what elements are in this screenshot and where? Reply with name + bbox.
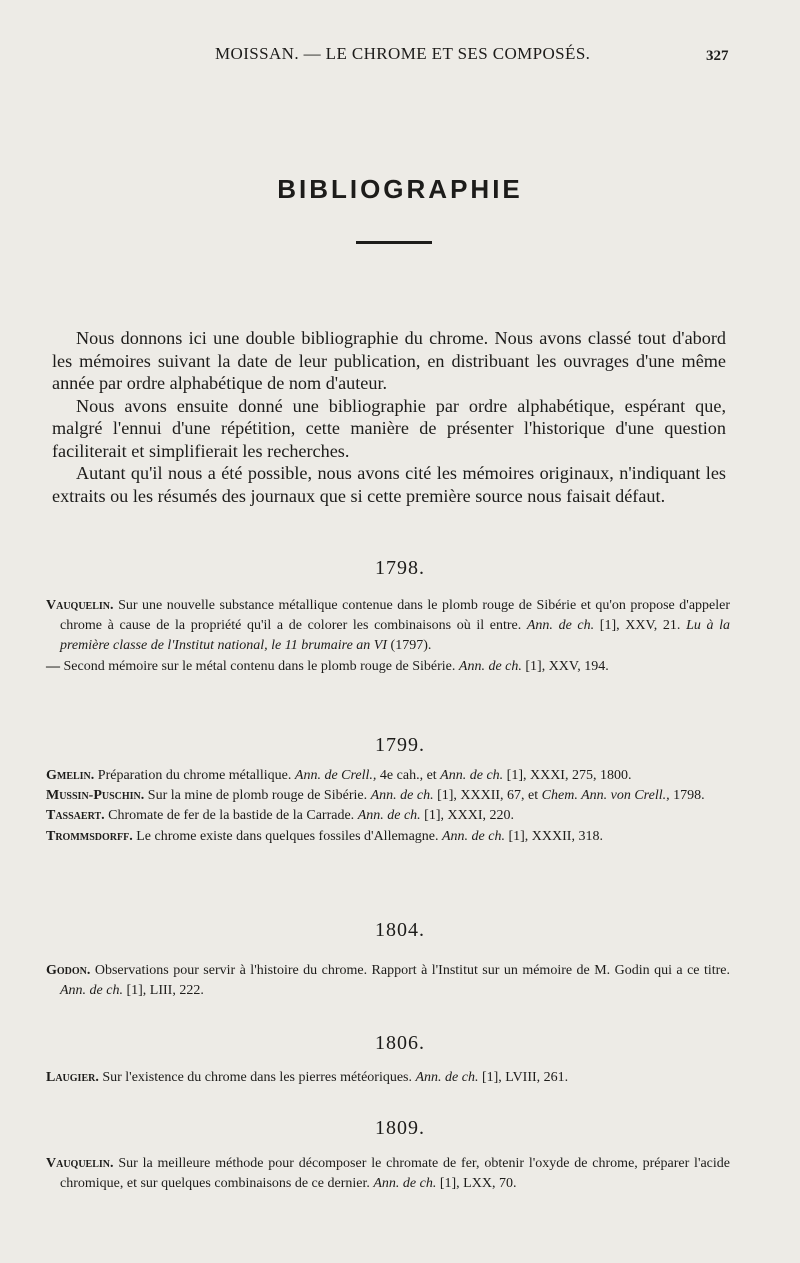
bibliography-entry bbox=[46, 657, 730, 677]
entry-journal: Ann. de ch. bbox=[357, 808, 421, 824]
page-number: 327 bbox=[706, 48, 729, 64]
entry-details: 1798. bbox=[673, 788, 705, 804]
entry-details: [1], XXXII, 67, et bbox=[437, 788, 539, 804]
entry-details: [1], XXV, 21. bbox=[599, 618, 681, 634]
intro-paragraph: Nous donnons ici une double bibliographie du chrome. Nous avons classé tout d'abord les mémoires suivant la date de leur publication, en distribuant les ouvrages d'une même année par ordre alphabétique de nom d'auteur. bbox=[52, 328, 726, 393]
bibliography-entry bbox=[46, 766, 730, 786]
entry-author: Mussin-Puschin. bbox=[46, 788, 145, 804]
entry-author: Godon. bbox=[46, 963, 91, 978]
entry-author: Vauquelin. bbox=[46, 1156, 114, 1171]
bibliography-entry bbox=[46, 827, 730, 847]
entry-text: Sur la meilleure méthode pour décomposer le chromate de fer, obtenir l'oxyde de chrome, préparer l'acide chromique, et sur quelques combinaisons de ce dernier. bbox=[60, 1156, 730, 1192]
intro-paragraph: Nous avons ensuite donné une bibliographie par ordre alphabétique, espérant que, malgré l'ennui d'une répétition, cette manière de présenter l'historique d'une question faciliterait et simplifierait les recherches. bbox=[52, 395, 726, 461]
entry-journal: Ann. de ch. bbox=[60, 983, 123, 999]
entry-text: Le chrome existe dans quelques fossiles d'Allemagne. bbox=[136, 828, 439, 844]
entry-text: Sur la mine de plomb rouge de Sibérie. bbox=[147, 788, 368, 804]
entry-journal: Ann. de ch. bbox=[373, 1176, 437, 1192]
bibliography-entry bbox=[46, 961, 730, 1001]
entry-details: [1], XXXI, 220. bbox=[424, 808, 514, 824]
entry-details: [1], LIII, 222. bbox=[126, 983, 204, 999]
section-title: BIBLIOGRAPHIE bbox=[277, 174, 523, 204]
entry-journal: Ann. de ch. bbox=[415, 1070, 479, 1085]
year-heading: 1799. bbox=[375, 734, 425, 756]
year-entries bbox=[46, 596, 730, 677]
intro-paragraph: Autant qu'il nous a été possible, nous avons cité les mémoires originaux, n'indiquant les extraits ou les résumés des journaux que si cette première source nous faisait défaut. bbox=[52, 463, 726, 506]
entry-journal: Chem. Ann. von Crell., bbox=[541, 788, 670, 804]
entry-author: Laugier. bbox=[46, 1070, 99, 1085]
bibliography-entry bbox=[46, 786, 730, 806]
entry-text: Sur l'existence du chrome dans les pierres météoriques. bbox=[102, 1070, 412, 1085]
entry-text: Sur une nouvelle substance métallique contenue dans le plomb rouge de Sibérie et qu'on propose d'appeler chrome à cause de la propriété qu'il a de colorer les combinaisons où il entre. bbox=[60, 598, 731, 634]
entry-journal: Ann. de Crell., bbox=[294, 768, 377, 783]
entry-text: Observations pour servir à l'histoire du chrome. Rapport à l'Institut sur un mémoire de M. Godin qui a ce titre. bbox=[94, 963, 731, 978]
bibliography-entry bbox=[46, 1154, 730, 1194]
bibliography-entry bbox=[46, 1068, 730, 1088]
entry-details: [1], XXXI, 275, 1800. bbox=[506, 768, 632, 783]
entry-text: Préparation du chrome métallique. bbox=[97, 768, 292, 783]
entry-text: Chromate de fer de la bastide de la Carrade. bbox=[108, 808, 355, 824]
title-rule bbox=[356, 241, 432, 244]
entry-details: 4e cah., et bbox=[379, 768, 437, 783]
year-heading: 1809. bbox=[375, 1117, 425, 1139]
entry-journal: Ann. de ch. bbox=[442, 828, 505, 844]
entry-details: [1], LXX, 70. bbox=[439, 1176, 517, 1192]
intro-text bbox=[52, 327, 726, 507]
entry-text: Second mémoire sur le métal contenu dans le plomb rouge de Sibérie. bbox=[63, 658, 456, 674]
year-entries bbox=[46, 1068, 730, 1088]
entry-journal: Ann. de ch. bbox=[458, 658, 522, 674]
bibliography-entry bbox=[46, 596, 730, 657]
year-heading: 1804. bbox=[375, 919, 425, 941]
entry-author: Tassaert. bbox=[46, 808, 105, 824]
entry-details: [1], XXXII, 318. bbox=[508, 828, 603, 844]
year-heading: 1798. bbox=[375, 557, 425, 579]
bibliography-entry bbox=[46, 806, 730, 826]
entry-author: Vauquelin. bbox=[46, 598, 114, 613]
entry-author: Gmelin. bbox=[46, 768, 95, 783]
year-entries bbox=[46, 1154, 730, 1194]
year-entries bbox=[46, 766, 730, 847]
entry-details: (1797). bbox=[390, 638, 432, 654]
entry-author: — bbox=[46, 658, 60, 674]
entry-details: [1], XXV, 194. bbox=[525, 658, 609, 674]
entry-details: [1], LVIII, 261. bbox=[481, 1070, 569, 1085]
running-head: MOISSAN. — LE CHROME ET SES COMPOSÉS. bbox=[215, 44, 591, 63]
entry-journal: Lu à la première classe de l'Institut national, le 11 brumaire an VI bbox=[60, 618, 731, 654]
entry-journal: Ann. de ch. bbox=[440, 768, 504, 783]
entry-journal: Ann. de ch. bbox=[370, 788, 434, 804]
year-heading: 1806. bbox=[375, 1032, 425, 1054]
year-entries bbox=[46, 961, 730, 1001]
entry-author: Trommsdorff. bbox=[46, 828, 133, 844]
entry-journal: Ann. de ch. bbox=[526, 618, 595, 634]
